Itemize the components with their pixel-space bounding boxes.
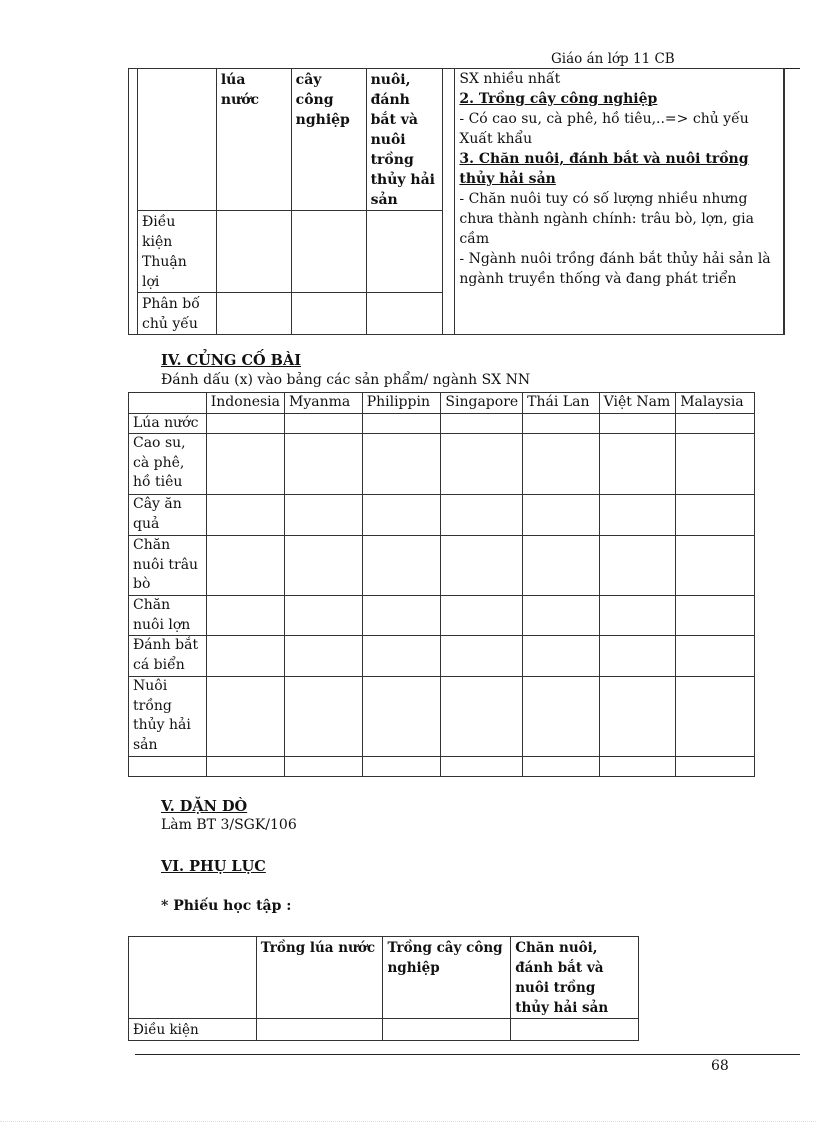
row-label: Điều kiện — [129, 1019, 257, 1041]
empty-cell — [366, 211, 443, 293]
product-label: Cây ăn quả — [129, 495, 207, 536]
product-label — [129, 757, 207, 777]
notes-para: - Có cao su, cà phê, hồ tiêu,..=> chủ yếu Xuất khẩu — [459, 111, 749, 147]
section-title: VI. PHỤ LỤC — [161, 858, 266, 875]
section-title: IV. CỦNG CỐ BÀI — [161, 352, 301, 369]
notes-cell — [455, 69, 784, 335]
row-label: Phân bố chủ yếu — [138, 293, 217, 335]
country-header: Philippin — [362, 393, 441, 414]
empty-cell — [216, 211, 291, 293]
blank-gutter — [129, 69, 138, 335]
country-header: Malaysia — [676, 393, 755, 414]
worksheet-head: Trồng lúa nước — [256, 937, 383, 1019]
instruction-text: Đánh dấu (x) vào bảng các sản phẩm/ ngành SX NN — [161, 372, 531, 388]
empty-cell — [366, 293, 443, 335]
notes-para: - Chăn nuôi tuy có số lượng nhiều nhưng chưa thành ngành chính: trâu bò, lợn, gia cầm — [459, 191, 754, 247]
page-bottom-edge — [0, 1121, 816, 1122]
empty-cell — [216, 293, 291, 335]
product-label: Lúa nước — [129, 413, 207, 434]
product-label: Chăn nuôi trâu bò — [129, 536, 207, 596]
section-title: V. DẶN DÒ — [161, 798, 248, 815]
country-header: Việt Nam — [599, 393, 676, 414]
country-header: Thái Lan — [523, 393, 599, 414]
notes-para: - Ngành nuôi trồng đánh bắt thủy hải sản là ngành truyền thống và đang phát triển — [459, 251, 771, 287]
row-label: Điều kiện Thuận lợi — [138, 211, 217, 293]
product-label: Nuôi trồng thủy hải sản — [129, 677, 207, 757]
worksheet-table — [128, 936, 639, 1041]
corner-cell — [129, 393, 207, 414]
blank-gutter — [783, 69, 784, 335]
homework-text: Làm BT 3/SGK/106 — [161, 817, 297, 833]
corner-cell — [129, 937, 257, 1019]
footer-rule — [135, 1054, 800, 1055]
product-label: Cao su, cà phê, hồ tiêu — [129, 434, 207, 495]
country-table — [128, 392, 755, 777]
country-header: Indonesia — [206, 393, 284, 414]
country-header: Myanma — [285, 393, 363, 414]
col-head-industrial: cây công nghiệp — [291, 69, 366, 211]
page-header: Giáo án lớp 11 CB — [551, 51, 675, 67]
blank-gutter — [443, 69, 455, 335]
col-head-rice: lúa nước — [216, 69, 291, 211]
notes-heading-2: 2. Trồng cây công nghiệp — [459, 91, 658, 107]
worksheet-head: Trồng cây công nghiệp — [383, 937, 511, 1019]
page-number: 68 — [711, 1058, 729, 1074]
empty-cell — [291, 293, 366, 335]
empty-cell — [291, 211, 366, 293]
worksheet-head: Chăn nuôi, đánh bắt và nuôi trồng thủy hải sản — [511, 937, 639, 1019]
product-label: Đánh bắt cá biển — [129, 636, 207, 677]
country-header: Singapore — [441, 393, 523, 414]
product-label: Chăn nuôi lợn — [129, 596, 207, 636]
lesson-table — [128, 68, 785, 335]
notes-line: SX nhiều nhất — [459, 71, 561, 87]
col-head-livestock: nuôi, đánh bắt và nuôi trồng thủy hải sản — [366, 69, 443, 211]
worksheet-label: * Phiếu học tập : — [161, 898, 292, 914]
notes-heading-3: 3. Chăn nuôi, đánh bắt và nuôi trồng thủy hải sản — [459, 151, 749, 187]
row-header-cell — [138, 69, 217, 211]
